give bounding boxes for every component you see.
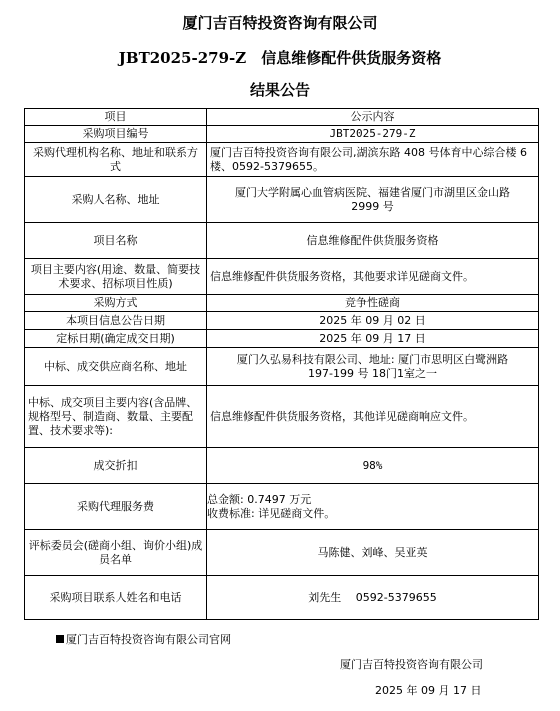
official-website-link[interactable] xyxy=(56,631,231,647)
supplier-line-1: 厦门久弘易科技有限公司、地址: 厦门市思明区白鹭洲路 xyxy=(236,352,509,366)
fee-line-1: 总金额: 0.7497 万元 xyxy=(207,492,312,506)
row-value-supplier xyxy=(207,348,539,386)
row-label-awarded-content: 中标、成交项目主要内容(含品牌、规格型号、制造商、数量、主要配置、技术要求等): xyxy=(25,386,207,448)
result-notice-table xyxy=(24,108,539,620)
row-value-awarded-content: 信息维修配件供货服务资格，其他详见磋商响应文件。 xyxy=(207,386,539,448)
row-value-decision-date: 2025 年 09 月 17 日 xyxy=(207,330,539,348)
row-label-method: 采购方式 xyxy=(25,295,207,312)
table-row xyxy=(25,312,539,330)
table-row xyxy=(25,177,539,223)
table-row xyxy=(25,448,539,484)
table-row xyxy=(25,348,539,386)
row-label-code: 采购项目编号 xyxy=(25,126,207,143)
purchaser-line-2: 2999 号 xyxy=(351,199,394,213)
row-value-discount: 98% xyxy=(207,448,539,484)
fee-line-2: 收费标准: 详见磋商文件。 xyxy=(207,506,336,520)
row-value-contact: 刘先生 0592-5379655 xyxy=(207,576,539,620)
column-header-content: 公示内容 xyxy=(207,109,539,126)
table-row xyxy=(25,259,539,295)
row-label-announce-date: 本项目信息公告日期 xyxy=(25,312,207,330)
supplier-line-2: 197-199 号 18门1室之一 xyxy=(308,366,437,380)
row-label-agency: 采购代理机构名称、地址和联系方式 xyxy=(25,143,207,177)
row-value-committee: 马陈健、刘峰、吴亚英 xyxy=(207,530,539,576)
signature-organization: 厦门吉百特投资咨询有限公司 xyxy=(340,658,483,671)
row-value-main-content: 信息维修配件供货服务资格，其他要求详见磋商文件。 xyxy=(207,259,539,295)
table-row xyxy=(25,126,539,143)
table-row xyxy=(25,143,539,177)
signature-date: 2025 年 09 月 17 日 xyxy=(375,684,482,697)
purchaser-line-1: 厦门大学附属心血管病医院、福建省厦门市湖里区金山路 xyxy=(235,185,510,199)
row-label-decision-date: 定标日期(确定成交日期) xyxy=(25,330,207,348)
row-value-code: JBT2025-279-Z xyxy=(207,126,539,143)
project-title: JBT2025-279-Z 信息维修配件供货服务资格 xyxy=(118,49,442,67)
table-header-row xyxy=(25,109,539,126)
row-value-method: 竞争性磋商 xyxy=(207,295,539,312)
table-row xyxy=(25,484,539,530)
column-header-item: 项目 xyxy=(25,109,207,126)
row-value-purchaser xyxy=(207,177,539,223)
row-value-fee xyxy=(207,484,539,530)
notice-type-title: 结果公告 xyxy=(249,81,310,99)
table-row xyxy=(25,530,539,576)
square-bullet-icon xyxy=(56,635,64,643)
row-value-announce-date: 2025 年 09 月 02 日 xyxy=(207,312,539,330)
row-label-contact: 采购项目联系人姓名和电话 xyxy=(25,576,207,620)
table-row xyxy=(25,223,539,259)
table-row xyxy=(25,330,539,348)
row-label-discount: 成交折扣 xyxy=(25,448,207,484)
row-label-committee: 评标委员会(磋商小组、询价小组)成员名单 xyxy=(25,530,207,576)
table-row xyxy=(25,576,539,620)
row-value-project-name: 信息维修配件供货服务资格 xyxy=(207,223,539,259)
row-label-supplier: 中标、成交供应商名称、地址 xyxy=(25,348,207,386)
official-website-text: 厦门吉百特投资咨询有限公司官网 xyxy=(66,633,231,646)
table-row xyxy=(25,295,539,312)
row-label-fee: 采购代理服务费 xyxy=(25,484,207,530)
row-value-agency: 厦门吉百特投资咨询有限公司,湖滨东路 408 号体育中心综合楼 6 楼、0592-5379655。 xyxy=(207,143,539,177)
row-label-main-content: 项目主要内容(用途、数量、简要技术要求、招标项目性质) xyxy=(25,259,207,295)
table-row xyxy=(25,386,539,448)
row-label-project-name: 项目名称 xyxy=(25,223,207,259)
company-title: 厦门吉百特投资咨询有限公司 xyxy=(182,14,378,32)
row-label-purchaser: 采购人名称、地址 xyxy=(25,177,207,223)
